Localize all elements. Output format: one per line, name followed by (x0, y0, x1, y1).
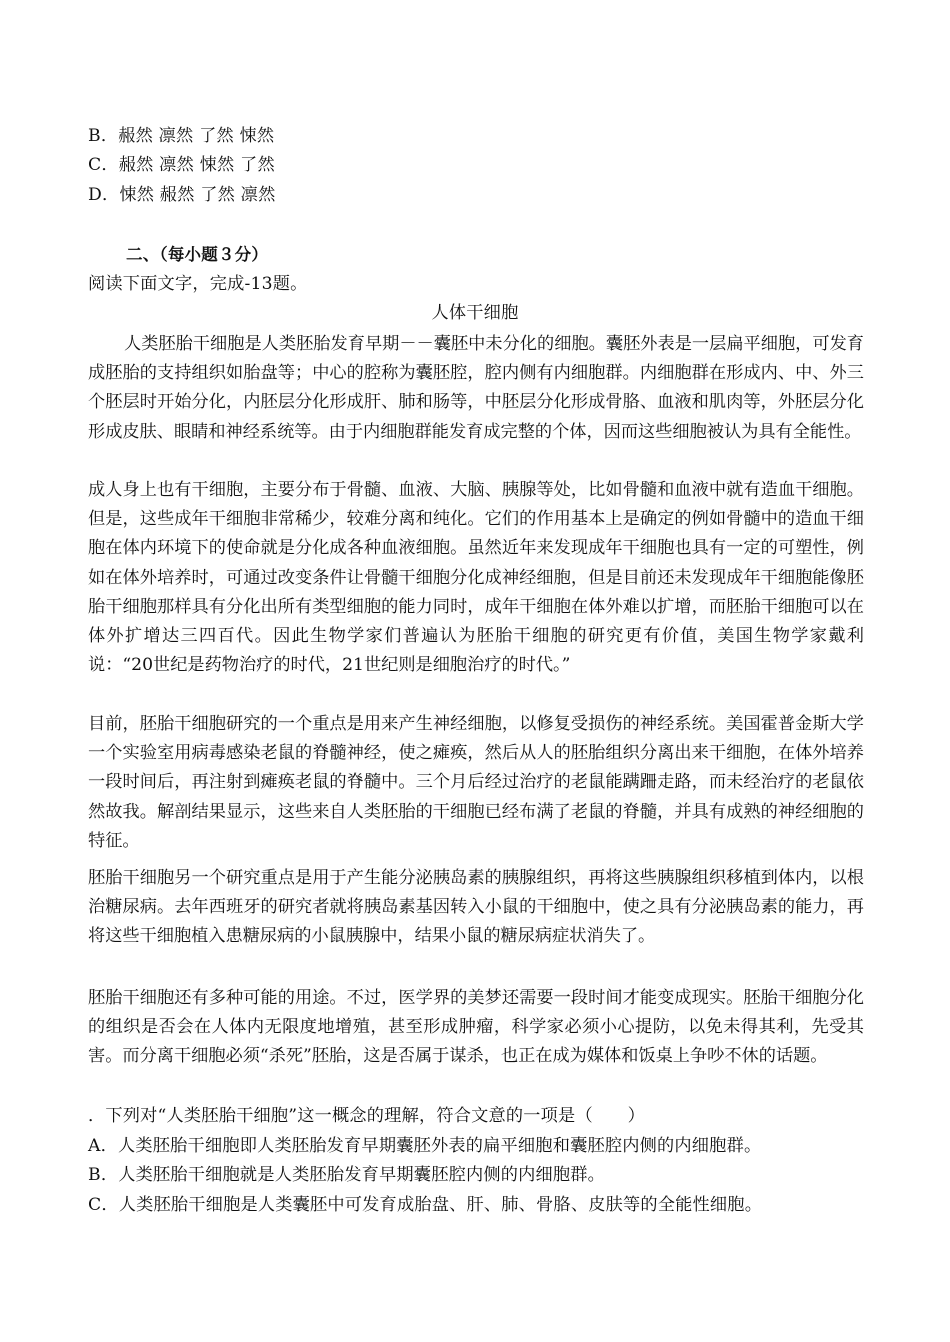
option-c-prev: C．赧然 凛然 悚然 了然 (88, 155, 275, 175)
article-paragraph-4: 胚胎干细胞另一个研究重点是用于产生能分泌胰岛素的胰腺组织，再将这些胰腺组织移植到体内，以根治糖尿病。去年西班牙的研究者就将胰岛素基因转入小鼠的干细胞中，使之具有分泌胰岛素的能力，再将这些干细胞植入患糖尿病的小鼠胰腺中，结果小鼠的糖尿病症状消失了。 (88, 868, 864, 947)
section-instruction: 阅读下面文字，完成-13题。 (88, 274, 308, 294)
question-option-c: C．人类胚胎干细胞是人类囊胚中可发育成胎盘、肝、肺、骨胳、皮肤等的全能性细胞。 (88, 1195, 763, 1215)
option-b-prev: B．赧然 凛然 了然 悚然 (88, 126, 275, 146)
article-paragraph-2: 成人身上也有干细胞，主要分布于骨髓、血液、大脑、胰腺等处，比如骨髓和血液中就有造血干细胞。但是，这些成年干细胞非常稀少，较难分离和纯化。它们的作用基本上是确定的例如骨髓中的造血干细胞在体内环境下的使命就是分化成各种血液细胞。虽然近年来发现成年干细胞也具有一定的可塑性，例如在体外培养时，可通过改变条件让骨髓干细胞分化成神经细胞，但是目前还未发现成年干细胞能像胚胎干细胞那样具有分化出所有类型细胞的能力同时，成年干细胞在体外难以扩增，而胚胎干细胞可以在体外扩增达三四百代。因此生物学家们普遍认为胚胎干细胞的研究更有价值，美国生物学家戴利说：“20世纪是药物治疗的时代，21世纪则是细胞治疗的时代。” (88, 480, 864, 676)
article-title: 人体干细胞 (431, 303, 519, 323)
option-d-prev: D．悚然 赧然 了然 凛然 (88, 185, 276, 205)
article-paragraph-1: 人类胚胎干细胞是人类胚胎发育早期－－囊胚中未分化的细胞。囊胚外表是一层扁平细胞，可发育成胚胎的支持组织如胎盘等；中心的腔称为囊胚腔，腔内侧有内细胞群。内细胞群在形成内、中、外三个胚层时开始分化，内胚层分化形成肝、肺和肠等，中胚层分化形成骨胳、血液和肌肉等，外胚层分化形成皮肤、眼睛和神经系统等。由于内细胞群能发育成完整的个体，因而这些细胞被认为具有全能性。 (88, 334, 864, 442)
article-paragraph-3: 目前，胚胎干细胞研究的一个重点是用来产生神经细胞，以修复受损伤的神经系统。美国霍普金斯大学一个实验室用病毒感染老鼠的脊髓神经，使之瘫痪，然后从人的胚胎组织分离出来干细胞，在体外培养一段时间后，再注射到瘫痪老鼠的脊髓中。三个月后经过治疗的老鼠能蹒跚走路，而未经治疗的老鼠依然故我。解剖结果显示，这些来自人类胚胎的干细胞已经布满了老鼠的脊髓，并具有成熟的神经细胞的特征。 (88, 714, 864, 851)
article-paragraph-5: 胚胎干细胞还有多种可能的用途。不过，医学界的美梦还需要一段时间才能变成现实。胚胎干细胞分化的组织是否会在人体内无限度地增殖，甚至形成肿瘤，科学家必须小心提防，以免未得其利，先受其害。而分离干细胞必须“杀死”胚胎，这是否属于谋杀，也正在成为媒体和饭桌上争吵不休的话题。 (88, 988, 864, 1067)
question-stem: ．下列对“人类胚胎干细胞”这一概念的理解，符合文意的一项是（ ） (88, 1106, 645, 1126)
question-option-b: B．人类胚胎干细胞就是人类胚胎发育早期囊胚腔内侧的内细胞群。 (88, 1165, 606, 1185)
section-heading: 二、（每小题３分） (126, 245, 269, 264)
question-option-a: A．人类胚胎干细胞即人类胚胎发育早期囊胚外表的扁平细胞和囊胚腔内侧的内细胞群。 (88, 1136, 762, 1156)
